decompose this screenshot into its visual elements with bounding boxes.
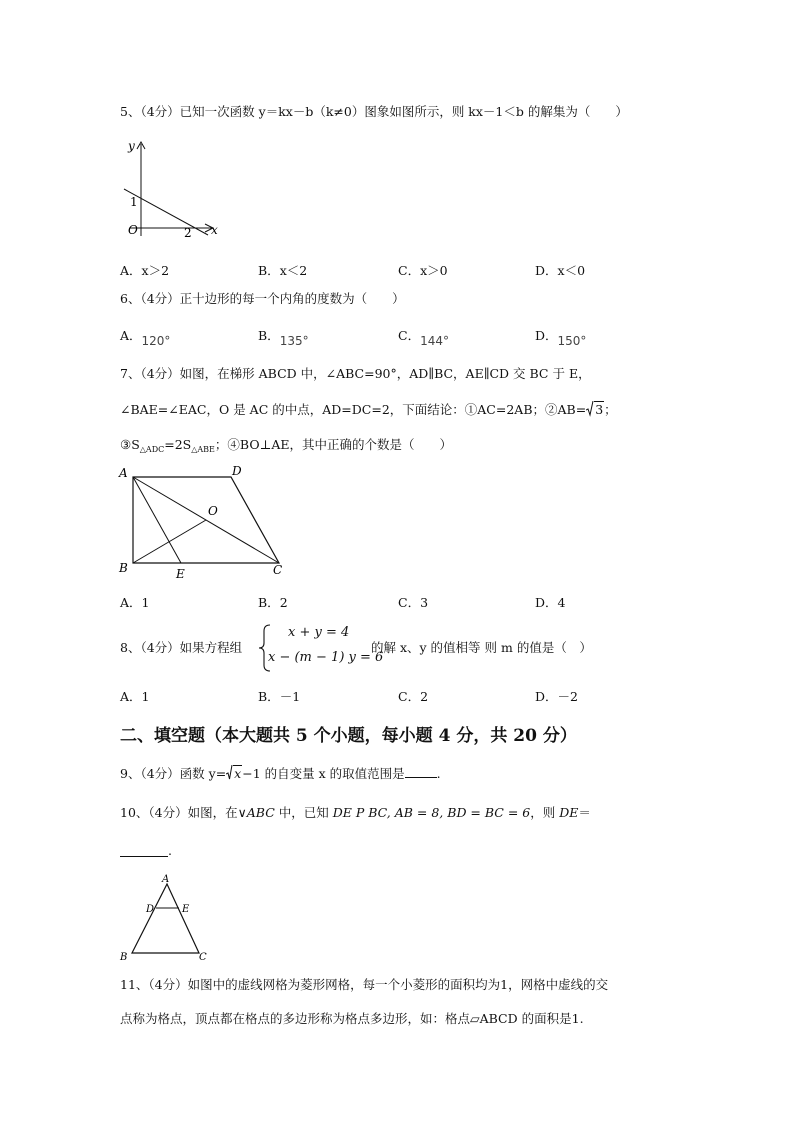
point-b-label: B [119,561,128,575]
q10-triangle-figure [116,872,216,964]
origin-label: O [128,223,138,237]
q10-answer-blank[interactable] [120,846,168,857]
tri-point-d-label: D [146,904,155,915]
q11-line2: 点称为格点，顶点都在格点的多边形称为格点多边形，如：格点▱ABCD 的面积是1. [120,1011,584,1026]
point-o-label: O [208,504,218,518]
tri-point-c-label: C [199,952,207,963]
q6-text: 6、（4分）正十边形的每一个内角的度数为（ ） [120,291,405,306]
y-axis-label: y [128,139,135,153]
q8-option-a[interactable]: A．1 [120,689,150,704]
q11-line1: 11、（4分）如图中的虚线网格为菱形网格，每一个小菱形的面积均为1，网格中虚线的交 [120,977,609,992]
x-intercept-label: 2 [184,226,192,240]
tri-point-e-label: E [182,904,190,915]
q5-option-c[interactable]: C．x＞0 [398,263,448,278]
section-title: 二、填空题（本大题共 5 个小题，每小题 4 分，共 20 分） [120,726,577,746]
q7-option-c[interactable]: C．3 [398,595,429,610]
point-a-label: A [119,466,128,480]
q7-option-a[interactable]: A．1 [120,595,150,610]
q7-line3: $③S_{\triangle ADC}=2S_{\triangle ABE}$；④BO⊥AE，其中正确的个数是（ ） [120,437,452,454]
q7-line2: ∠BAE=∠EAC，O 是 AC 的中点，AD=DC=2，下面结论：①AC=2AB；②AB= 3； [120,402,617,417]
q7-option-b[interactable]: B．2 [258,595,288,610]
x-axis-label: x [211,223,218,237]
q6-option-a[interactable]: A．120° [120,328,171,348]
q8-equation-2: x − (m − 1) y = 6 [268,650,384,665]
q8-post: 的解 x、y 的值相等 则 m 的值是（ ） [371,640,592,655]
tri-point-a-label: A [162,874,170,885]
q8-option-d[interactable]: D．－2 [535,689,578,704]
q8-left-brace [258,623,272,673]
q5-option-d[interactable]: D．x＜0 [535,263,586,278]
point-d-label: D [232,464,242,478]
tri-point-b-label: B [120,952,128,963]
q7-line1: 7、（4分）如图，在梯形 ABCD 中，∠ABC=90°，AD∥BC，AE∥CD 交 BC 于 E， [120,366,591,381]
q9-text: 9、（4分）函数 y= x−1 的自变量 x 的取值范围是 . [120,766,441,781]
q8-pre: 8、（4分）如果方程组 [120,640,243,655]
point-e-label: E [176,567,185,581]
q6-option-b[interactable]: B．135° [258,328,309,348]
q6-option-c[interactable]: C．144° [398,328,449,348]
q6-option-d[interactable]: D．150° [535,328,587,348]
q10-answer-line: . [120,843,172,859]
q8-option-c[interactable]: C．2 [398,689,429,704]
q5-graph [112,136,224,244]
q9-answer-blank[interactable] [405,767,437,778]
q8-option-b[interactable]: B．－1 [258,689,301,704]
q10-text: 10、（4分）如图，在∨ABC 中，已知 DE P BC, AB = 8, BD = BC = 6，则 DE＝ [120,805,591,820]
y-intercept-label: 1 [130,195,138,209]
point-c-label: C [273,563,283,577]
q7-option-d[interactable]: D．4 [535,595,566,610]
q8-equation-1: x + y = 4 [288,625,350,640]
q7-trapezoid-figure [114,460,294,582]
q5-text: 5、（4分）已知一次函数 y＝kx－b（k≠0）图象如图所示，则 kx－1＜b 的解集为（ ） [120,104,628,119]
q5-option-b[interactable]: B．x＜2 [258,263,308,278]
q5-option-a[interactable]: A．x＞2 [120,263,170,278]
